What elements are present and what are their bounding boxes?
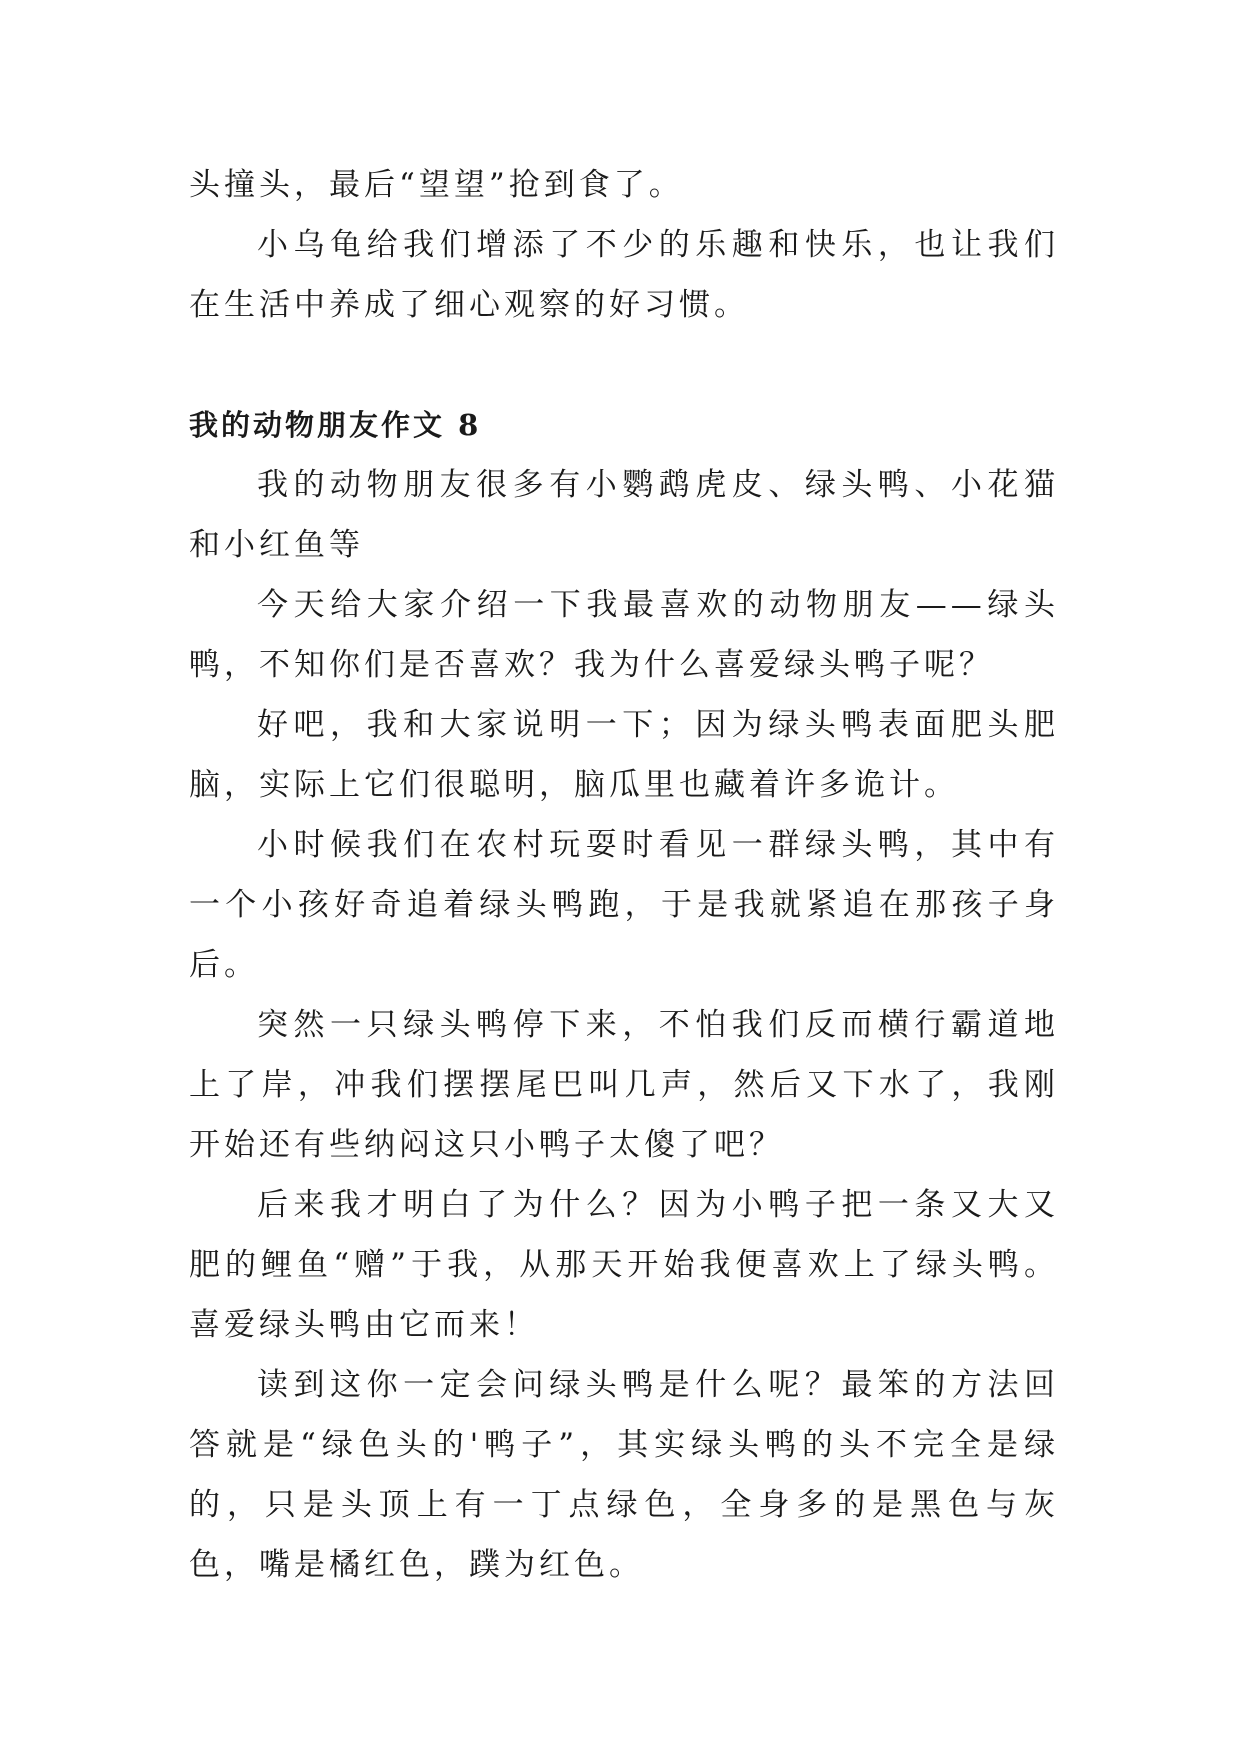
paragraph: 小时候我们在农村玩耍时看见一群绿头鸭，其中有一个小孩好奇追着绿头鸭跑，于是我就紧追在那孩子身后。 xyxy=(189,827,1059,983)
section-spacer xyxy=(189,335,1059,395)
continuation-paragraph: 头撞头，最后“望望”抢到食了。 xyxy=(189,167,684,203)
paragraph: 好吧，我和大家说明一下；因为绿头鸭表面肥头肥脑，实际上它们很聪明，脑瓜里也藏着许多诡计。 xyxy=(189,707,1059,803)
paragraph: 突然一只绿头鸭停下来，不怕我们反而横行霸道地上了岸，冲我们摆摆尾巴叫几声，然后又下水了，我刚开始还有些纳闷这只小鸭子太傻了吧？ xyxy=(189,1007,1059,1163)
paragraph: 我的动物朋友很多有小鹦鹉虎皮、绿头鸭、小花猫和小红鱼等 xyxy=(189,467,1059,563)
paragraph: 后来我才明白了为什么？因为小鸭子把一条又大又肥的鲤鱼“赠”于我，从那天开始我便喜欢上了绿头鸭。喜爱绿头鸭由它而来！ xyxy=(189,1187,1059,1343)
paragraph: 小乌龟给我们增添了不少的乐趣和快乐，也让我们在生活中养成了细心观察的好习惯。 xyxy=(189,227,1059,323)
paragraph: 今天给大家介绍一下我最喜欢的动物朋友——绿头鸭，不知你们是否喜欢？我为什么喜爱绿头鸭子呢？ xyxy=(189,587,1059,683)
paragraph: 读到这你一定会问绿头鸭是什么呢？最笨的方法回答就是“绿色头的'鸭子”，其实绿头鸭的头不完全是绿的，只是头顶上有一丁点绿色，全身多的是黑色与灰色，嘴是橘红色，蹼为红色。 xyxy=(189,1367,1059,1583)
document-page xyxy=(189,155,1059,1595)
section-heading: 我的动物朋友作文 8 xyxy=(189,408,482,442)
